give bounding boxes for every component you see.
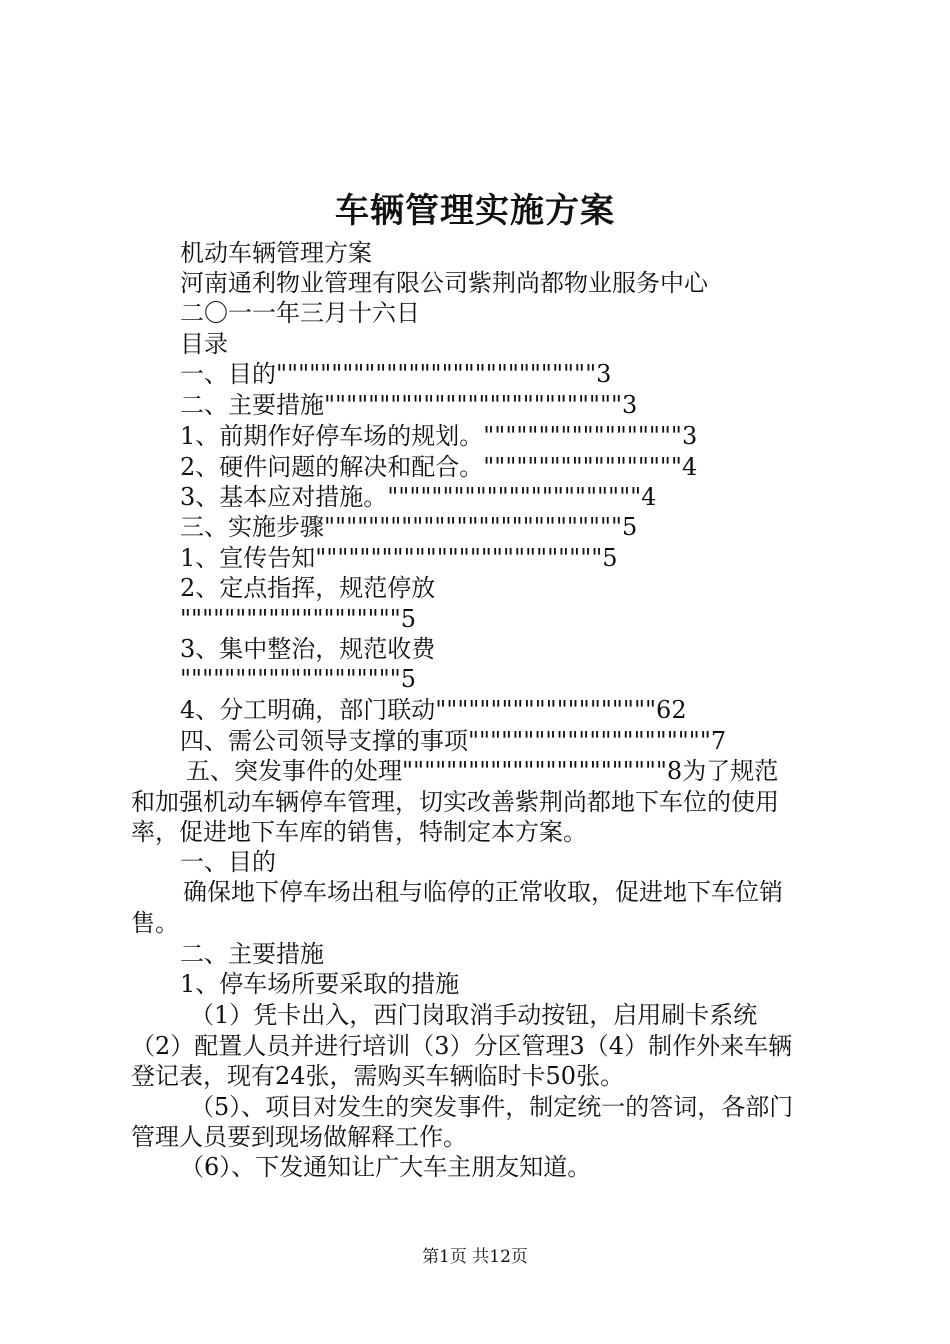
section-heading: 一、目的 (180, 848, 276, 876)
subtitle-line: 机动车辆管理方案 (180, 239, 372, 267)
toc-entry: 2、硬件问题的解决和配合。""""""""""""""""""4 (180, 453, 698, 481)
body-text-line: （1）凭卡出入，西门岗取消手动按钮，启用刷卡系统 (190, 1001, 758, 1029)
toc-entry: 四、需公司领导支撑的事项""""""""""""""""""""""7 (180, 727, 727, 755)
toc-entry: 4、分工明确，部门联动""""""""""""""""""""62 (180, 696, 687, 724)
toc-entry: 1、前期作好停车场的规划。""""""""""""""""""3 (180, 422, 698, 450)
body-text-line: 登记表，现有24张，需购买车辆临时卡50张。 (131, 1062, 625, 1090)
body-text-line: 管理人员要到现场做解释工作。 (131, 1123, 467, 1151)
body-text-line: （5）、项目对发生的突发事件，制定统一的答词，各部门 (190, 1093, 794, 1121)
toc-entry-leader: """"""""""""""""""""5 (180, 605, 417, 633)
section-heading: 二、主要措施 (180, 940, 324, 968)
toc-entry: 3、集中整治，规范收费 (180, 635, 436, 663)
toc-entry: 1、宣传告知""""""""""""""""""""""""""5 (180, 544, 618, 572)
toc-heading: 目录 (180, 330, 228, 358)
toc-entry: 3、基本应对措施。"""""""""""""""""""""""4 (180, 483, 657, 511)
body-text-line: 确保地下停车场出租与临停的正常收取，促进地下车位销 (183, 878, 783, 906)
subsection-heading: 1、停车场所要采取的措施 (180, 970, 460, 998)
company-line: 河南通利物业管理有限公司紫荆尚都物业服务中心 (180, 269, 708, 297)
body-text-line: 率，促进地下车库的销售，特制定本方案。 (131, 818, 587, 846)
body-text-line: 和加强机动车辆停车管理，切实改善紫荆尚都地下车位的使用 (131, 788, 779, 816)
date-line: 二〇一一年三月十六日 (180, 299, 420, 327)
toc-entry: 三、实施步骤"""""""""""""""""""""""""""5 (180, 513, 638, 541)
toc-entry: 二、主要措施"""""""""""""""""""""""""""3 (180, 391, 638, 419)
body-text-line: （2）配置人员并进行培训（3）分区管理3（4）制作外来车辆 (131, 1032, 793, 1060)
document-title: 车辆管理实施方案 (335, 191, 615, 231)
toc-entry-leader: """"""""""""""""""""5 (180, 665, 417, 693)
toc-entry: 五、突发事件的处理""""""""""""""""""""""""8为了规范 (186, 757, 779, 785)
toc-entry: 2、定点指挥，规范停放 (180, 574, 436, 602)
body-text-line: 售。 (131, 909, 179, 937)
page-footer: 第1页 共12页 (422, 1247, 528, 1267)
body-text-line: （6）、下发通知让广大车主朋友知道。 (180, 1153, 592, 1181)
toc-entry: 一、目的"""""""""""""""""""""""""""""3 (180, 360, 612, 388)
